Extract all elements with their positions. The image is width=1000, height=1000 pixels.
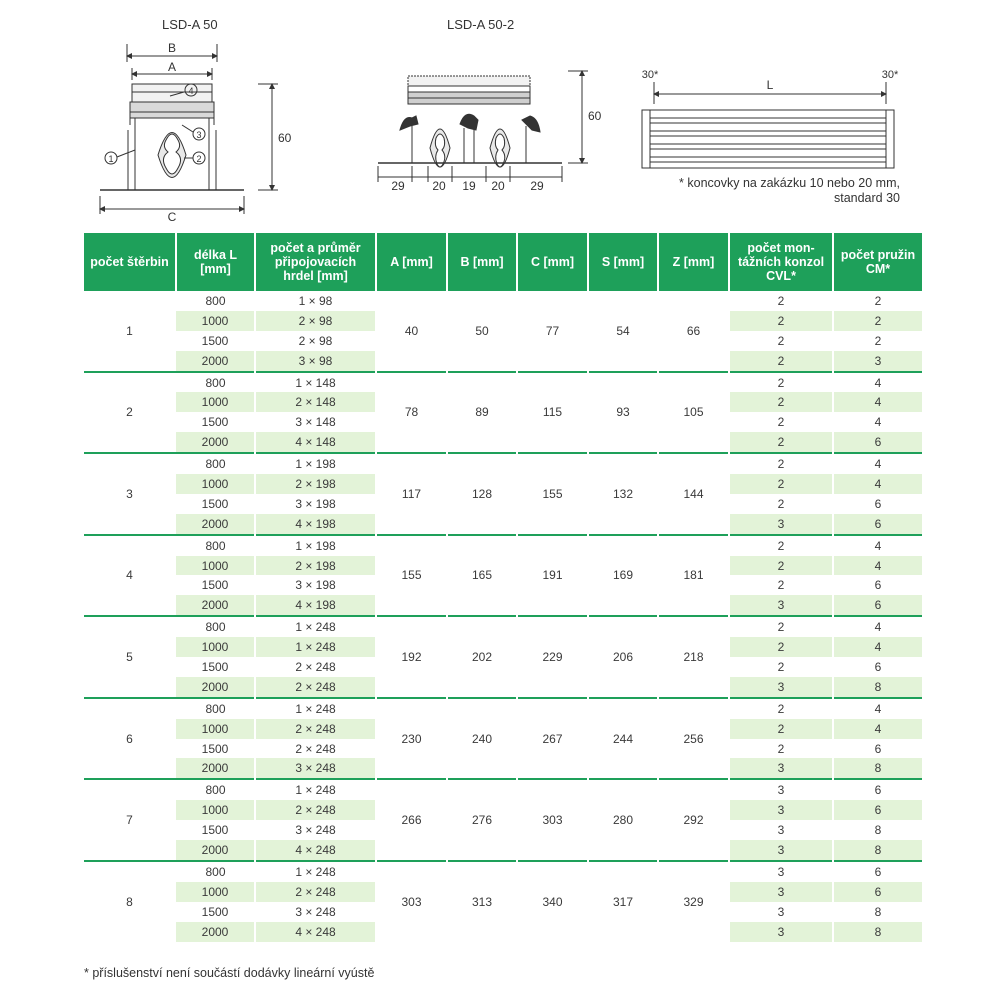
drawing-length-view [642,82,894,168]
length-cell: 1000 [176,392,255,412]
column-header: počet a průměr připojovacích hrdel [mm] [255,233,376,291]
brackets-cell: 3 [729,514,833,535]
springs-cell: 6 [833,432,922,453]
springs-cell: 4 [833,372,922,393]
springs-cell: 6 [833,800,922,820]
springs-cell: 8 [833,758,922,779]
collar-cell: 1 × 248 [255,637,376,657]
callout-4: 4 [188,86,194,96]
dim-c-cell: 77 [517,291,588,372]
dim-s-cell: 93 [588,372,658,454]
dim-b-cell: 276 [447,779,517,861]
brackets-cell: 3 [729,882,833,902]
dim-a-cell: 78 [376,372,447,454]
springs-cell: 6 [833,861,922,882]
callout-1: 1 [108,154,114,164]
length-cell: 1000 [176,474,255,494]
length-cell: 1000 [176,637,255,657]
end-caps-note-line2: standard 30 [833,191,900,205]
drawing-lsd-a-50 [100,44,278,214]
brackets-cell: 2 [729,739,833,759]
length-cell: 2000 [176,351,255,372]
slot-count-cell: 1 [126,323,133,338]
column-header: počet mon-tážních konzol CVL* [729,233,833,291]
length-cell: 1000 [176,719,255,739]
callout-2: 2 [196,154,202,164]
springs-cell: 3 [833,351,922,372]
brackets-cell: 2 [729,535,833,556]
collar-cell: 1 × 198 [255,535,376,556]
brackets-cell: 2 [729,657,833,677]
brackets-cell: 2 [729,392,833,412]
springs-cell: 6 [833,575,922,595]
length-cell: 800 [176,616,255,637]
dim-a-cell: 192 [376,616,447,698]
angle-label-left: 30* [641,69,659,81]
dim-a-cell: 40 [376,291,447,372]
collar-cell: 4 × 148 [255,432,376,453]
dim-b-cell: 165 [447,535,517,617]
collar-cell: 1 × 248 [255,616,376,637]
length-cell: 2000 [176,432,255,453]
brackets-cell: 2 [729,575,833,595]
brackets-cell: 2 [729,331,833,351]
dim-a-cell: 117 [376,453,447,535]
dim-label-20-right: 20 [491,179,505,193]
brackets-cell: 2 [729,494,833,514]
springs-cell: 6 [833,494,922,514]
springs-cell: 6 [833,657,922,677]
collar-cell: 1 × 98 [255,291,376,311]
length-cell: 2000 [176,758,255,779]
collar-cell: 3 × 148 [255,412,376,432]
dim-s-cell: 54 [588,291,658,372]
springs-cell: 8 [833,820,922,840]
brackets-cell: 2 [729,719,833,739]
spec-table [84,233,922,942]
dim-label-height-2: 60 [588,109,602,123]
dim-label-height: 60 [278,131,292,145]
springs-cell: 4 [833,474,922,494]
collar-cell: 1 × 198 [255,453,376,474]
table-row [84,372,922,393]
collar-cell: 2 × 248 [255,739,376,759]
brackets-cell: 3 [729,677,833,698]
brackets-cell: 3 [729,820,833,840]
collar-cell: 2 × 248 [255,719,376,739]
length-cell: 800 [176,779,255,800]
table-row [84,698,922,719]
table-row [84,861,922,882]
springs-cell: 8 [833,902,922,922]
dim-b-cell: 313 [447,861,517,942]
springs-cell: 4 [833,698,922,719]
brackets-cell: 2 [729,453,833,474]
dim-label-20-left: 20 [432,179,446,193]
dim-s-cell: 244 [588,698,658,780]
brackets-cell: 2 [729,616,833,637]
brackets-cell: 3 [729,595,833,616]
dim-z-cell: 218 [658,616,729,698]
dim-a-cell: 303 [376,861,447,942]
collar-cell: 3 × 198 [255,575,376,595]
dim-b-cell: 50 [447,291,517,372]
collar-cell: 2 × 98 [255,331,376,351]
column-header: A [mm] [376,233,447,291]
dim-c-cell: 155 [517,453,588,535]
brackets-cell: 2 [729,372,833,393]
length-cell: 800 [176,535,255,556]
slot-count-cell: 5 [84,616,176,698]
slot-count-cell: 8 [84,861,176,942]
springs-cell: 8 [833,922,922,942]
table-row [84,291,922,311]
table-row [84,779,922,800]
springs-cell: 6 [833,779,922,800]
column-header: počet štěrbin [84,233,176,291]
table-row [84,616,922,637]
collar-cell: 1 × 248 [255,861,376,882]
slot-count-cell: 3 [84,453,176,535]
length-cell: 2000 [176,677,255,698]
collar-cell: 2 × 198 [255,474,376,494]
springs-cell: 4 [833,637,922,657]
brackets-cell: 2 [729,474,833,494]
collar-cell: 3 × 248 [255,820,376,840]
length-cell: 2000 [176,840,255,861]
length-cell: 800 [176,372,255,393]
dim-c-cell: 267 [517,698,588,780]
table-row [84,453,922,474]
brackets-cell: 2 [729,291,833,311]
dim-z-cell: 144 [658,453,729,535]
dim-label-29-left: 29 [391,179,405,193]
slot-count-cell: 2 [84,372,176,454]
length-cell: 1500 [201,904,229,919]
dim-label-a: A [167,60,177,74]
table-body [84,291,922,942]
collar-cell: 3 × 98 [255,351,376,372]
length-cell: 2000 [176,595,255,616]
springs-cell: 4 [833,392,922,412]
length-cell: 800 [176,861,255,882]
length-cell: 1000 [176,556,255,576]
brackets-cell: 3 [729,861,833,882]
length-cell: 1000 [176,800,255,820]
collar-cell: 1 × 248 [255,779,376,800]
brackets-cell: 2 [729,432,833,453]
dim-c-cell: 115 [517,372,588,454]
dim-c-cell: 191 [517,535,588,617]
springs-cell: 6 [833,739,922,759]
dim-label-b: B [167,41,177,55]
springs-cell: 4 [833,556,922,576]
brackets-cell: 2 [729,698,833,719]
springs-cell: 2 [833,331,922,351]
dim-s-cell: 169 [588,535,658,617]
dim-z-cell: 329 [658,861,729,942]
end-caps-note [679,176,900,206]
length-cell: 800 [176,698,255,719]
dim-s-cell: 132 [588,453,658,535]
brackets-cell: 3 [729,922,833,942]
collar-cell: 3 × 248 [255,902,376,922]
length-cell: 2000 [176,922,255,942]
collar-cell: 2 × 98 [255,311,376,331]
brackets-cell: 3 [729,800,833,820]
length-cell: 800 [176,453,255,474]
column-header: C [mm] [517,233,588,291]
brackets-cell: 3 [729,779,833,800]
slot-count-cell: 7 [84,779,176,861]
dim-z-cell: 105 [658,372,729,454]
column-header: Z [mm] [658,233,729,291]
slot-count-cell: 6 [84,698,176,780]
dim-label-19: 19 [462,179,476,193]
brackets-cell: 2 [729,412,833,432]
springs-cell: 4 [833,412,922,432]
length-cell: 2000 [176,514,255,535]
dim-z-cell: 181 [658,535,729,617]
dim-z-cell: 256 [658,698,729,780]
springs-cell: 6 [833,882,922,902]
footnote: * příslušenství není součástí dodávky lineární vyústě [84,966,375,980]
length-cell: 1500 [201,823,229,838]
dim-b-cell: 240 [447,698,517,780]
dim-c-cell: 303 [517,779,588,861]
end-caps-note-line1: * koncovky na zakázku 10 nebo 20 mm, [679,176,900,190]
length-cell: 1500 [201,496,229,511]
brackets-cell: 3 [729,758,833,779]
dim-a-cell: 155 [376,535,447,617]
collar-cell: 2 × 248 [255,800,376,820]
collar-cell: 4 × 248 [255,840,376,861]
dim-c-cell: 229 [517,616,588,698]
springs-cell: 4 [833,453,922,474]
column-header: počet pružin CM* [833,233,922,291]
length-cell: 1000 [176,311,255,331]
dim-a-cell: 230 [376,698,447,780]
brackets-cell: 2 [729,351,833,372]
collar-cell: 2 × 248 [255,882,376,902]
length-cell: 1500 [201,578,229,593]
dim-b-cell: 202 [447,616,517,698]
collar-cell: 2 × 248 [255,677,376,698]
length-cell: 1500 [201,415,229,430]
brackets-cell: 3 [729,902,833,922]
dim-s-cell: 206 [588,616,658,698]
collar-cell: 2 × 148 [255,392,376,412]
brackets-cell: 2 [729,311,833,331]
collar-cell: 1 × 148 [255,372,376,393]
table-row [84,535,922,556]
brackets-cell: 2 [729,556,833,576]
springs-cell: 4 [833,616,922,637]
drawing-title-lsd-a-50-2: LSD-A 50-2 [447,17,515,32]
column-header: B [mm] [447,233,517,291]
dim-b-cell: 89 [447,372,517,454]
dim-z-cell: 292 [658,779,729,861]
collar-cell: 4 × 198 [255,595,376,616]
column-header: délka L [mm] [176,233,255,291]
springs-cell: 8 [833,840,922,861]
springs-cell: 6 [833,514,922,535]
column-header: S [mm] [588,233,658,291]
length-cell: 1500 [201,333,229,348]
dim-c-cell: 340 [517,861,588,942]
drawing-lsd-a-50-2 [378,71,588,182]
dim-label-29-right: 29 [530,179,544,193]
header-row [84,233,922,291]
dim-label-c: C [167,210,177,224]
callout-3: 3 [196,130,202,140]
springs-cell: 2 [833,291,922,311]
dim-z-cell: 66 [658,291,729,372]
dim-s-cell: 317 [588,861,658,942]
angle-label-right: 30* [881,69,899,81]
length-cell: 800 [176,291,255,311]
springs-cell: 4 [833,719,922,739]
brackets-cell: 3 [729,840,833,861]
collar-cell: 4 × 248 [255,922,376,942]
length-cell: 1000 [176,882,255,902]
collar-cell: 2 × 198 [255,556,376,576]
springs-cell: 8 [833,677,922,698]
dim-a-cell: 266 [376,779,447,861]
collar-cell: 3 × 198 [255,494,376,514]
collar-cell: 3 × 248 [255,758,376,779]
collar-cell: 4 × 198 [255,514,376,535]
dim-b-cell: 128 [447,453,517,535]
collar-cell: 2 × 248 [255,657,376,677]
brackets-cell: 2 [729,637,833,657]
dim-label-l: L [766,78,774,92]
collar-cell: 1 × 248 [255,698,376,719]
length-cell: 1500 [201,741,229,756]
slot-count-cell: 4 [84,535,176,617]
springs-cell: 2 [833,311,922,331]
dim-s-cell: 280 [588,779,658,861]
drawing-title-lsd-a-50: LSD-A 50 [162,17,218,32]
springs-cell: 6 [833,595,922,616]
springs-cell: 4 [833,535,922,556]
length-cell: 1500 [201,659,229,674]
